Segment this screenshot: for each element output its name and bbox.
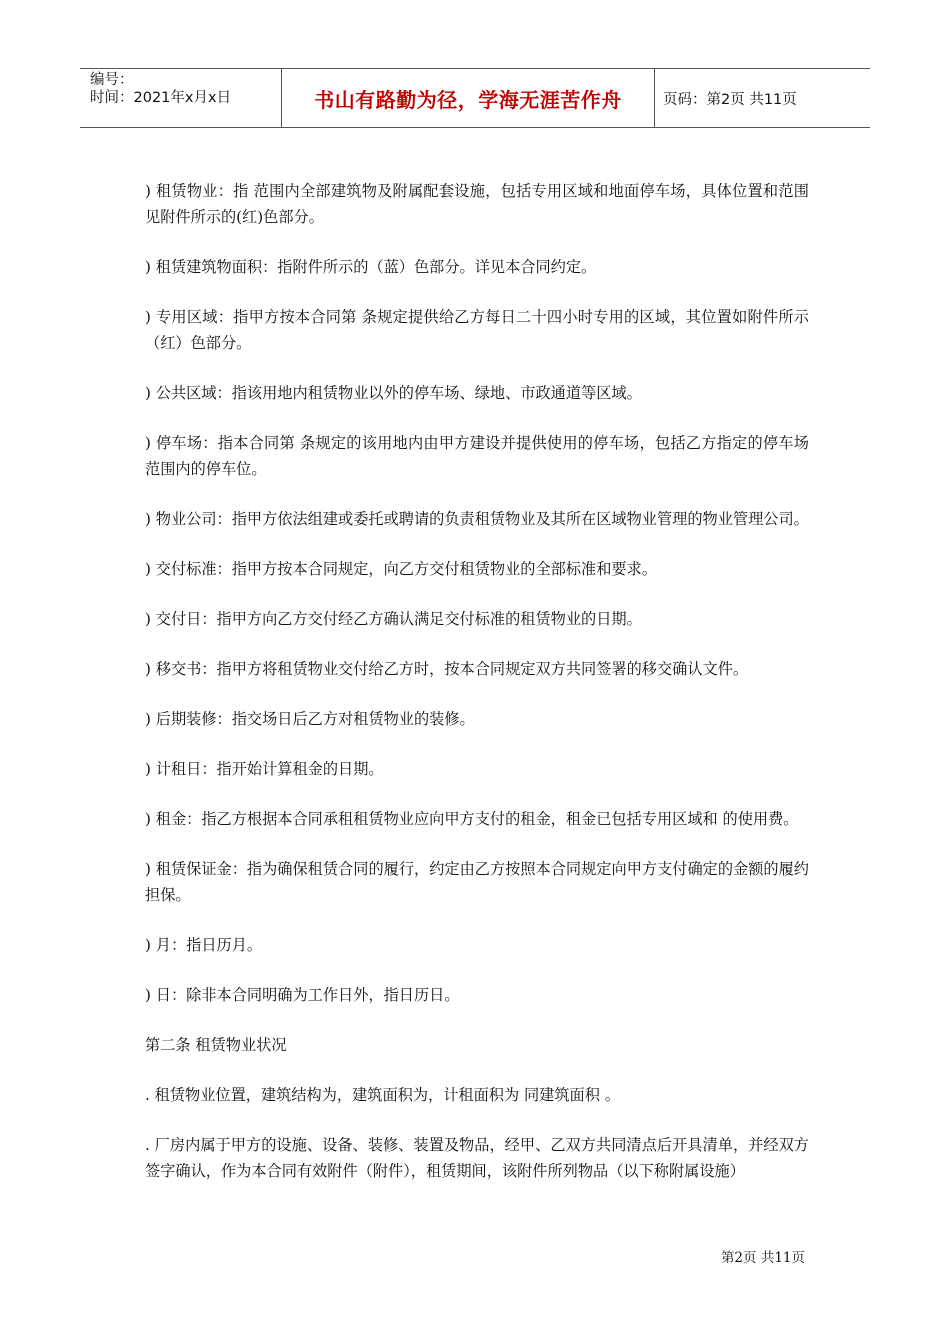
page-header	[80, 68, 870, 128]
paragraph: ) 移交书：指甲方将租赁物业交付给乙方时，按本合同规定双方共同签署的移交确认文件。	[145, 660, 749, 678]
page-footer: 第2页 共11页	[720, 1250, 805, 1266]
paragraph: ) 租赁保证金：指为确保租赁合同的履行，约定由乙方按照本合同规定向甲方支付确定的金额的履约担保。	[145, 860, 809, 904]
header-motto: 书山有路勤为径，学海无涯苦作舟	[282, 69, 655, 127]
header-page-number: 页码：第2页 共11页	[663, 91, 797, 108]
paragraph: ) 停车场：指本合同第 条规定的该用地内由甲方建设并提供使用的停车场，包括乙方指定的停车场范围内的停车位。	[145, 434, 809, 478]
paragraph: . 厂房内属于甲方的设施、设备、装修、装置及物品，经甲、乙双方共同清点后开具清单，并经双方签字确认，作为本合同有效附件（附件），租赁期间，该附件所列物品（以下称附属设施）	[145, 1136, 809, 1180]
paragraph: ) 租赁物业：指 范围内全部建筑物及附属配套设施，包括专用区域和地面停车场，具体位置和范围见附件所示的(红)色部分。	[145, 182, 809, 226]
paragraph: ) 月：指日历月。	[145, 936, 263, 954]
paragraph: ) 后期装修：指交场日后乙方对租赁物业的装修。	[145, 710, 475, 728]
paragraph: ) 租金：指乙方根据本合同承租租赁物业应向甲方支付的租金，租金已包括专用区域和 的使用费。	[145, 810, 799, 828]
paragraph: ) 公共区域：指该用地内租赁物业以外的停车场、绿地、市政通道等区域。	[145, 384, 642, 402]
paragraph: ) 日：除非本合同明确为工作日外，指日历日。	[145, 986, 460, 1004]
section-heading: 第二条 租赁物业状况	[145, 1036, 287, 1054]
document-time-label: 时间：2021年x月x日	[90, 90, 232, 106]
document-number-label: 编号：	[90, 72, 134, 88]
paragraph: ) 物业公司：指甲方依法组建或委托或聘请的负责租赁物业及其所在区域物业管理的物业管理公司。	[145, 510, 809, 528]
paragraph: ) 专用区域：指甲方按本合同第 条规定提供给乙方每日二十四小时专用的区域，其位置如附件所示（红）色部分。	[145, 308, 809, 352]
paragraph: ) 交付标准：指甲方按本合同规定，向乙方交付租赁物业的全部标准和要求。	[145, 560, 657, 578]
paragraph: ) 交付日：指甲方向乙方交付经乙方确认满足交付标准的租赁物业的日期。	[145, 610, 642, 628]
header-meta	[80, 69, 282, 127]
paragraph: . 租赁物业位置，建筑结构为，建筑面积为，计租面积为 同建筑面积 。	[145, 1086, 620, 1104]
document-body	[145, 178, 809, 1208]
paragraph: ) 租赁建筑物面积：指附件所示的（蓝）色部分。详见本合同约定。	[145, 258, 597, 276]
paragraph: ) 计租日：指开始计算租金的日期。	[145, 760, 384, 778]
